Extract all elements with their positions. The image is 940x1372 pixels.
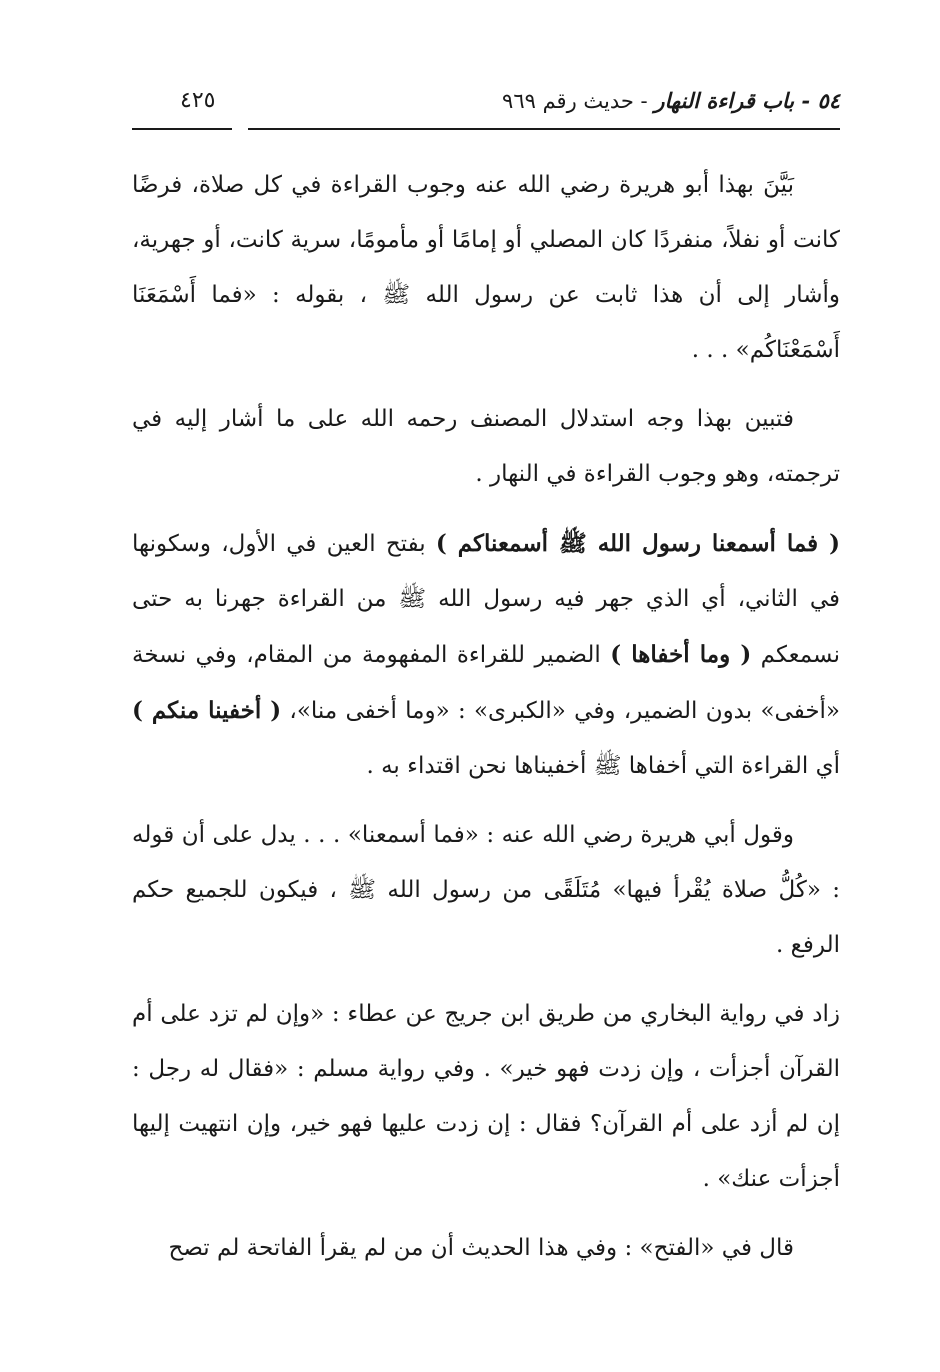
- quoted-phrase-2: ( وما أخفاها ): [610, 641, 752, 668]
- quoted-phrase-3: ( أخفينا منكم ): [132, 697, 282, 724]
- paragraph-5: زاد في رواية البخاري من طريق ابن جريج عن عطاء : «وإن لم تزد على أم القرآن أجزأت ، وإن زدت فهو خير» . وفي رواية مسلم : «فقال له رجل : إن لم أزد على أم القرآن؟ فقال : إن زدت عليها فهو خير، وإن انتهيت إليها أجزأت عنك» .: [132, 1001, 840, 1192]
- chapter-title: ٥٤ - باب قراءة النهار: [654, 88, 840, 113]
- quoted-phrase-1: ( فما أسمعنا رسول الله ﷺ أسمعناكم ): [435, 530, 840, 557]
- paragraph-4: وقول أبي هريرة رضي الله عنه : «فما أسمعنا» . . . يدل على أن قوله : «كُلُّ صلاة يُقْرأ فيها» مُتَلَقًى من رسول الله ﷺ ، فيكون للجميع حكم الرفع .: [132, 822, 840, 958]
- commentary-text-3: أي القراءة التي أخفاها ﷺ أخفيناها نحن اقتداء به .: [366, 753, 840, 779]
- paragraph-3: [132, 516, 840, 794]
- paragraph-6: قال في «الفتح» : وفي هذا الحديث أن من لم يقرأ الفاتحة لم تصح: [168, 1235, 794, 1261]
- hadith-reference: - حديث رقم ٩٦٩: [502, 89, 655, 113]
- page-number-rule: [132, 128, 232, 130]
- paragraph-1: بَيَّنَ بهذا أبو هريرة رضي الله عنه وجوب القراءة في كل صلاة، فرضًا كانت أو نفلاً، منفردًا كان المصلي أو إمامًا أو مأمومًا، سرية كانت، أو جهرية، وأشار إلى أن هذا ثابت عن رسول الله ﷺ ، بقوله : «فما أَسْمَعَنَا أَسْمَعْنَاكُم» . . .: [132, 172, 840, 363]
- body-text: [132, 158, 840, 1290]
- running-header: [132, 88, 840, 128]
- header-rule: [248, 128, 840, 130]
- chapter-heading: [502, 88, 840, 113]
- commentary-text-1: بفتح العين في الأول، وسكونها في الثاني، أي الذي جهر فيه رسول الله ﷺ من القراءة جهرنا به حتى نسمعكم: [132, 531, 840, 668]
- paragraph-2: فتبين بهذا وجه استدلال المصنف رحمه الله على ما أشار إليه في ترجمته، وهو وجوب القراءة في النهار .: [132, 406, 840, 487]
- page-number: ٤٢٥: [180, 88, 216, 113]
- commentary-text-2: الضمير للقراءة المفهومة من المقام، وفي نسخة «أخفى» بدون الضمير، وفي «الكبرى» : «وما أخفى منا»،: [132, 642, 841, 724]
